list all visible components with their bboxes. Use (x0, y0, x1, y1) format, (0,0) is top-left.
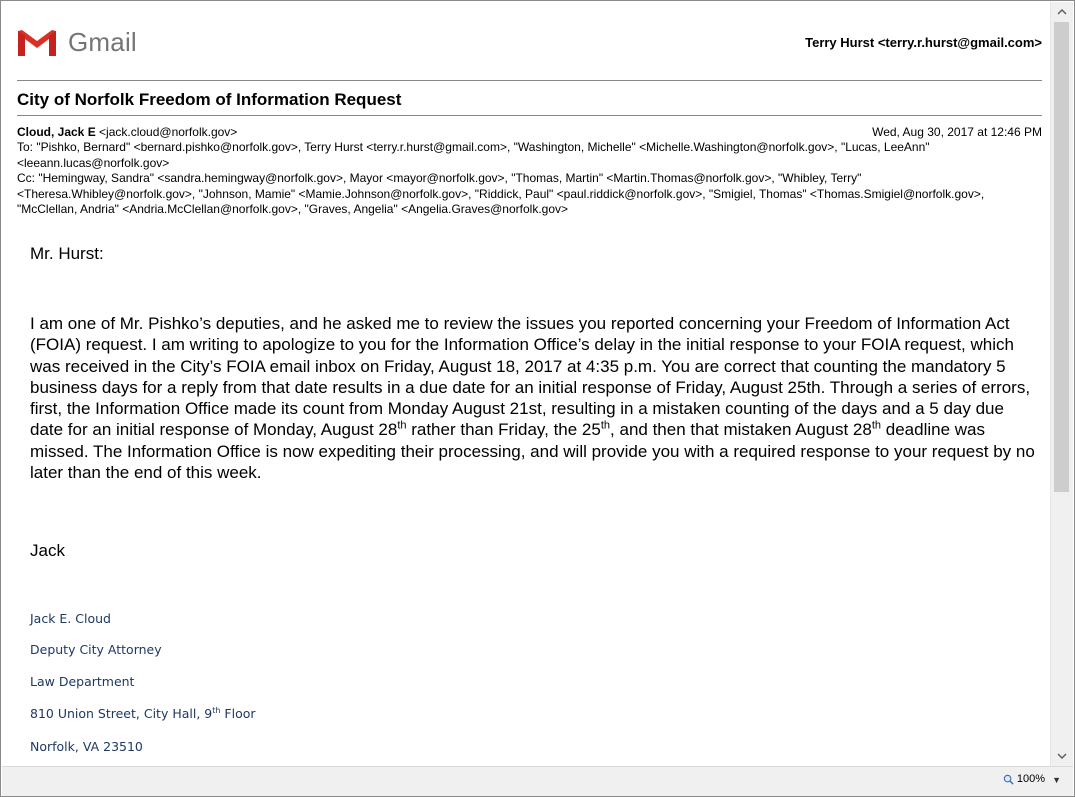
zoom-dropdown-icon[interactable]: ▼ (1052, 775, 1061, 785)
address-text: Floor (220, 706, 256, 722)
paragraph-text: , and then that mistaken August 28 (610, 420, 872, 440)
sender (17, 125, 237, 141)
email-date: Wed, Aug 30, 2017 at 12:46 PM (872, 125, 1042, 139)
sender-address: <jack.cloud@norfolk.gov> (95, 125, 238, 139)
magnifier-icon (1003, 774, 1014, 785)
divider (17, 115, 1042, 116)
recipients-to: To: "Pishko, Bernard" <bernard.pishko@norfolk.gov>, Terry Hurst <terry.r.hurst@gmail.com>, "Washington, Michelle" <Michelle.Washington@norfolk.gov>, "Lucas, LeeAnn" <leeann.lucas@norfolk.gov> (17, 140, 930, 170)
chevron-up-icon (1057, 9, 1067, 15)
document-area (2, 2, 1050, 766)
paragraph-text: rather than Friday, the 25 (406, 420, 601, 440)
zoom-level: 100% (1016, 773, 1045, 785)
gmail-logo (16, 26, 137, 58)
scroll-down-button[interactable] (1051, 746, 1073, 766)
vertical-scrollbar[interactable] (1050, 2, 1073, 766)
paragraph-text: deadline was missed. The Information Office is now expediting their processing, and will provide you with a required response to your request by no later than the end of this week. (30, 420, 1035, 483)
recipients-cc: Cc: "Hemingway, Sandra" <sandra.hemingway@norfolk.gov>, Mayor <mayor@norfolk.gov>, "Thomas, Martin" <Martin.Thomas@norfolk.gov>, "Whibley, Terry" <Theresa.Whibley@norfolk.gov>, "Johnson, Mamie" <Mamie.Johnson@norfolk.gov>, "Riddick, Paul" <paul.riddick@norfolk.gov>, "Smigiel, Thomas" <Thomas.Smigiel@norfolk.gov>, "McClellan, Andria" <Andria.McClellan@norfolk.gov>, "Graves, Angelia" <Angelia.Graves@norfolk.gov> (17, 171, 985, 216)
chevron-down-icon (1057, 753, 1067, 759)
signature-title: Deputy City Attorney (30, 642, 162, 657)
zoom-control[interactable] (1003, 773, 1045, 785)
scroll-up-button[interactable] (1051, 2, 1073, 22)
status-bar (2, 766, 1073, 796)
account-name: Terry Hurst <terry.r.hurst@gmail.com> (805, 35, 1042, 50)
scrollbar-thumb[interactable] (1054, 22, 1069, 492)
ordinal-suffix: th (600, 419, 611, 432)
signature-city: Norfolk, VA 23510 (30, 739, 143, 754)
divider (17, 80, 1042, 81)
gmail-envelope-icon (16, 27, 58, 57)
ordinal-suffix: th (871, 419, 882, 432)
signature-address (30, 706, 256, 721)
sender-line (17, 125, 1042, 141)
address-text: 810 Union Street, City Hall, 9 (30, 706, 213, 722)
signoff: Jack (30, 541, 65, 560)
signature-name: Jack E. Cloud (30, 611, 111, 626)
ordinal-suffix: th (212, 706, 221, 715)
signature-department: Law Department (30, 674, 135, 689)
gmail-wordmark: Gmail (68, 26, 137, 57)
paragraph-text: I am one of Mr. Pishko’s deputies, and he asked me to review the issues you reported concerning your Freedom of Information Act (FOIA) request. I am writing to apologize to you for the Information Office’s delay in the initial response to your FOIA request, which was received in the City’s FOIA email inbox on Friday, August 18, 2017 at 4:35 p.m. You are correct that counting the mandatory 5 business days for a reply from that date results in a due date for an initial response of Friday, August 25th. Through a series of errors, first, the Information Office made its count from Monday August 21st, resulting in a mistaken counting of the days and a 5 day due date for an initial response of Monday, August 28 (30, 314, 1031, 440)
sender-name: Cloud, Jack E (17, 125, 96, 139)
message-paragraph (30, 313, 1035, 483)
email-subject: City of Norfolk Freedom of Information Request (17, 90, 402, 109)
ordinal-suffix: th (397, 419, 407, 432)
greeting: Mr. Hurst: (30, 244, 104, 263)
